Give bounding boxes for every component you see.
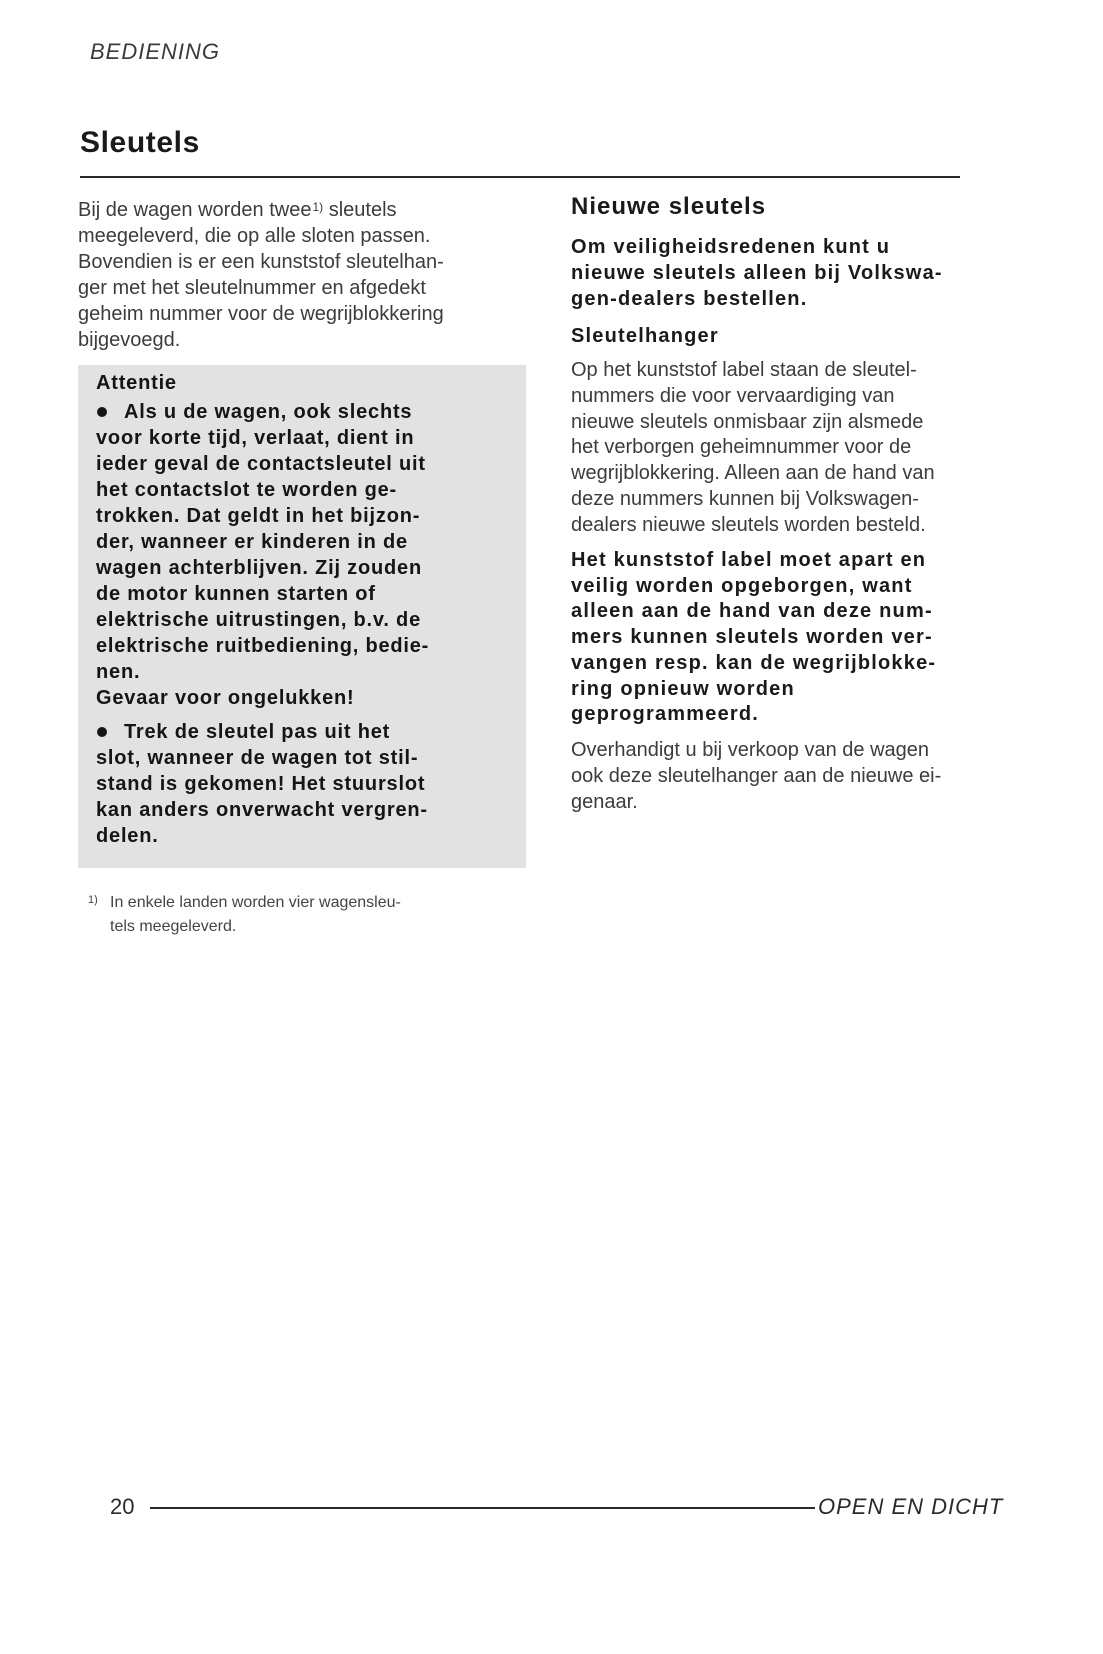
storage-warning-line: vangen resp. kan de wegrijblokke- xyxy=(571,651,937,674)
intro-line: bijgevoegd. xyxy=(78,329,181,351)
warning-line: trokken. Dat geldt in het bijzon- xyxy=(96,505,421,527)
handover-paragraph xyxy=(571,737,941,815)
running-head: BEDIENING xyxy=(90,39,221,64)
warning-item-leave-car xyxy=(96,399,429,711)
warning-content xyxy=(96,370,429,849)
notice-line: gen-dealers bestellen. xyxy=(571,288,808,310)
key-tag-line: dealers nieuwe sleutels worden besteld. xyxy=(571,513,926,536)
handover-line: ook deze sleutelhanger aan de nieuwe ei- xyxy=(571,765,942,787)
storage-warning-line: veilig worden opgeborgen, want xyxy=(571,574,913,597)
intro-first-line-rest: sleutels xyxy=(323,199,397,221)
intro-line: Bovendien is er een kunststof sleutelhan- xyxy=(78,251,444,273)
intro-first-line-text: Bij de wagen worden twee xyxy=(78,199,312,221)
warning-line: Gevaar voor ongelukken! xyxy=(96,687,355,709)
intro-line: ger met het sleutelnummer en afgedekt xyxy=(78,277,426,299)
handover-line: genaar. xyxy=(571,791,638,813)
warning-title: Attentie xyxy=(96,372,177,394)
title-divider xyxy=(80,176,960,178)
warning-line: der, wanneer er kinderen in de xyxy=(96,531,408,553)
warning-line: nen. xyxy=(96,661,141,683)
warning-item-steering-lock xyxy=(96,719,429,849)
notice-line: Om veiligheidsredenen kunt u xyxy=(571,236,891,258)
page-number: 20 xyxy=(110,1494,135,1519)
section-heading-new-keys: Nieuwe sleutels xyxy=(571,193,767,220)
storage-warning-line: mers kunnen sleutels worden ver- xyxy=(571,626,933,649)
warning-line: voor korte tijd, verlaat, dient in xyxy=(96,427,415,449)
chapter-name: OPEN EN DICHT xyxy=(818,1494,1004,1519)
bullet-icon xyxy=(97,407,107,417)
warning-line: wagen achterblijven. Zij zouden xyxy=(96,557,422,579)
notice-line: nieuwe sleutels alleen bij Volkswa- xyxy=(571,262,943,284)
storage-warning-line: alleen aan de hand van deze num- xyxy=(571,600,933,623)
new-keys-notice xyxy=(571,234,943,312)
footnote-line: tels meegeleverd. xyxy=(110,918,237,935)
key-tag-line: wegrijblokkering. Alleen aan de hand van xyxy=(571,462,935,485)
storage-warning-line: Het kunststof label moet apart en xyxy=(571,549,927,571)
warning-line: elektrische uitrustingen, b.v. de xyxy=(96,609,421,631)
warning-line: Trek de sleutel pas uit het xyxy=(124,721,391,743)
key-tag-line: het verborgen geheimnummer voor de xyxy=(571,436,912,459)
intro-first-line xyxy=(78,197,548,223)
page-title: Sleutels xyxy=(80,126,200,159)
key-tag-storage-warning xyxy=(571,548,936,728)
intro-paragraph xyxy=(78,197,548,353)
footnote xyxy=(88,891,401,939)
footnote-line: In enkele landen worden vier wagensleu- xyxy=(110,894,401,911)
bullet-icon xyxy=(97,727,107,737)
key-tag-paragraph xyxy=(571,358,935,539)
intro-line: meegeleverd, die op alle sloten passen. xyxy=(78,225,431,247)
warning-line: delen. xyxy=(96,825,159,847)
key-tag-line: deze nummers kunnen bij Volkswagen- xyxy=(571,487,919,510)
key-tag-line: Op het kunststof label staan de sleutel- xyxy=(571,359,917,381)
warning-line: ieder geval de contactsleutel uit xyxy=(96,453,426,475)
storage-warning-line: ring opnieuw worden xyxy=(571,677,795,700)
footer-divider xyxy=(150,1507,815,1509)
warning-line: slot, wanneer de wagen tot stil- xyxy=(96,747,419,769)
warning-line: elektrische ruitbediening, bedie- xyxy=(96,635,430,657)
handover-line: Overhandigt u bij verkoop van de wagen xyxy=(571,739,930,761)
warning-line: kan anders onverwacht vergren- xyxy=(96,799,428,821)
warning-line: het contactslot te worden ge- xyxy=(96,479,398,501)
warning-line: Als u de wagen, ook slechts xyxy=(124,401,413,423)
key-tag-line: nummers die voor vervaardiging van xyxy=(571,384,895,407)
footnote-marker: 1) xyxy=(88,894,98,906)
warning-box xyxy=(78,365,526,868)
intro-line: geheim nummer voor de wegrijblokkering xyxy=(78,303,444,325)
footnote-reference: 1) xyxy=(312,200,324,214)
storage-warning-line: geprogrammeerd. xyxy=(571,703,760,726)
subheading-key-tag: Sleutelhanger xyxy=(571,325,719,347)
warning-line: de motor kunnen starten of xyxy=(96,583,376,605)
warning-line: stand is gekomen! Het stuurslot xyxy=(96,773,426,795)
key-tag-line: nieuwe sleutels onmisbaar zijn alsmede xyxy=(571,410,924,433)
